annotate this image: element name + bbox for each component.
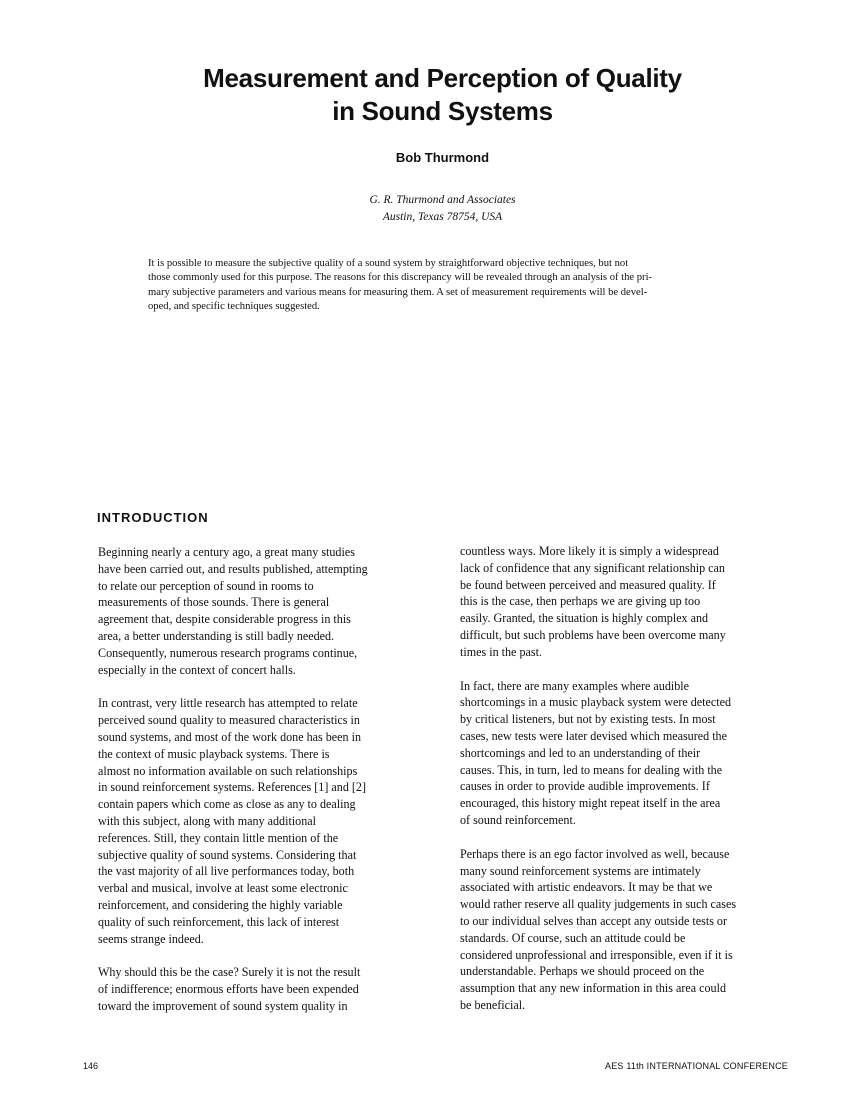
text-line: have been carried out, and results published, attempting [98,561,368,576]
left-column [98,544,428,1015]
text-line: agreement that, despite considerable progress in this [98,612,351,627]
text-line: area, a better understanding is still badly needed. [98,628,335,643]
text-line: of sound reinforcement. [460,812,576,827]
text-line: shortcomings and led to an understanding of their [460,745,701,760]
text-line: almost no information available on such relationships [98,763,358,778]
paragraph [98,695,428,947]
abstract-line: those commonly used for this purpose. The reasons for this discrepancy will be revealed through an analysis of the pri- [148,272,653,284]
text-line: especially in the context of concert halls. [98,662,296,677]
text-line: be beneficial. [460,997,526,1012]
text-line: the vast majority of all live performances today, both [98,864,355,879]
affiliation-line-2: Austin, Texas 78754, USA [382,211,503,223]
conference-name: AES 11th INTERNATIONAL CONFERENCE [605,1061,788,1071]
text-line: causes. This, in turn, led to means for dealing with the [460,762,723,777]
title-line-2: in Sound Systems [332,96,553,126]
text-line: In fact, there are many examples where audible [460,678,689,693]
text-line: in sound reinforcement systems. References [1] and [2] [98,780,366,795]
paragraph [460,678,790,829]
text-line: cases, new tests were later devised which measured the [460,728,727,743]
text-line: causes in order to provide audible improvements. If [460,779,710,794]
text-line: contain papers which come as close as any to dealing [98,797,356,812]
text-line: to our individual selves than accept any outside tests or [460,913,728,928]
paragraph [98,964,428,1014]
text-line: Perhaps there is an ego factor involved as well, because [460,846,730,861]
paragraph [460,543,790,661]
right-column [460,543,790,1014]
page-number: 146 [83,1061,99,1071]
text-line: of indifference; enormous efforts have been expended [98,982,359,997]
abstract-line: It is possible to measure the subjective quality of a sound system by straightforward objective techniques, but not [148,258,629,269]
text-line: Consequently, numerous research programs continue, [98,645,358,660]
text-line: perceived sound quality to measured characteristics in [98,713,360,728]
title-line-1: Measurement and Perception of Quality [203,63,682,93]
text-line: sound systems, and most of the work done has been in [98,729,362,744]
text-line: understandable. Perhaps we should proceed on the [460,964,705,979]
author-name: Bob Thurmond [395,150,490,165]
abstract-line: mary subjective parameters and various means for measuring them. A set of measurement requirements will be devel- [148,286,648,298]
text-line: by critical listeners, but not by existing tests. In most [460,712,716,727]
text-line: would rather reserve all quality judgements in such cases [460,897,737,912]
paper-title [120,62,765,128]
text-line: references. Still, they contain little mention of the [98,830,339,845]
text-line: seems strange indeed. [98,931,204,946]
text-line: In contrast, very little research has attempted to relate [98,696,358,711]
text-line: the context of music playback systems. There is [98,746,330,761]
paragraph [98,544,428,678]
text-line: times in the past. [460,644,542,659]
text-line: to relate our perception of sound in rooms to [98,578,314,593]
abstract [148,257,741,314]
text-line: many sound reinforcement systems are intimately [460,863,701,878]
text-line: toward the improvement of sound system quality in [98,998,348,1013]
text-line: with this subject, along with many additional [98,813,316,828]
text-line: this is the case, then perhaps we are giving up too [460,594,701,609]
text-line: assumption that any new information in this area could [460,981,727,996]
text-line: encouraged, this history might repeat itself in the area [460,796,721,811]
text-line: subjective quality of sound systems. Considering that [98,847,357,862]
text-line: shortcomings in a music playback system were detected [460,695,732,710]
text-line: countless ways. More likely it is simply a widespread [460,544,719,558]
affiliation-line-1: G. R. Thurmond and Associates [369,194,516,206]
text-line: be found between perceived and measured quality. If [460,577,716,592]
text-line: reinforcement, and considering the highly variable [98,897,343,912]
text-line: measurements of those sounds. There is general [98,595,330,610]
section-heading: INTRODUCTION [97,510,209,525]
text-line: considered unprofessional and irresponsible, even if it is [460,947,733,962]
text-line: associated with artistic endeavors. It may be that we [460,880,713,895]
text-line: verbal and musical, involve at least some electronic [98,881,348,896]
abstract-line: oped, and specific techniques suggested. [148,300,320,312]
affiliation [240,192,645,226]
text-line: easily. Granted, the situation is highly complex and [460,611,709,626]
text-line: standards. Of course, such an attitude could be [460,930,686,945]
text-line: lack of confidence that any significant relationship can [460,560,725,575]
text-line: quality of such reinforcement, this lack of interest [98,914,340,929]
paragraph [460,846,790,1014]
text-line: Beginning nearly a century ago, a great many studies [98,545,355,559]
text-line: difficult, but such problems have been overcome many [460,627,726,642]
text-line: Why should this be the case? Surely it is not the result [98,965,361,980]
